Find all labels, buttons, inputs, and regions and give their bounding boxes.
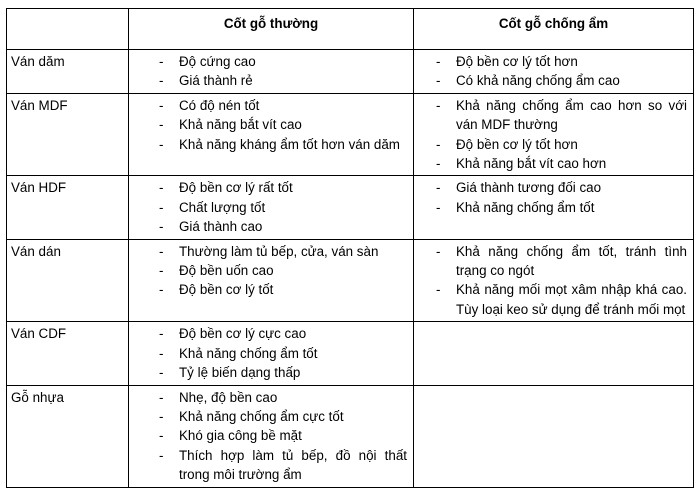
list-item-text: Khả năng chống ẩm tốt: [179, 345, 318, 361]
table-row: [7, 176, 694, 239]
row-label: Ván dăm: [7, 50, 129, 94]
list-item: [133, 344, 409, 363]
feature-list: [418, 96, 689, 174]
list-item: [418, 71, 689, 90]
list-item: [418, 96, 689, 135]
dash-bullet: -: [436, 180, 441, 196]
list-item-text: Giá thành tương đối cao: [456, 180, 602, 196]
feature-list: [133, 242, 409, 300]
list-item: [133, 261, 409, 280]
list-item-text: Độ bền cơ lý tốt hơn: [456, 54, 578, 69]
moisture-core-cell: [414, 322, 694, 385]
list-item-text: Tỷ lệ biến dạng thấp: [179, 365, 301, 381]
row-label: Ván CDF: [7, 322, 129, 385]
dash-bullet: -: [159, 282, 164, 298]
list-item: [133, 217, 409, 236]
list-item-text: Khả năng bắt vít cao: [179, 117, 302, 133]
feature-list: [133, 96, 409, 154]
list-item-text: Khả năng chống ẩm tốt: [456, 199, 595, 215]
dash-bullet: -: [159, 428, 164, 444]
list-item-text: Nhẹ, độ bền cao: [179, 389, 278, 405]
dash-bullet: -: [159, 365, 164, 381]
list-item: [133, 407, 409, 426]
feature-list: [418, 242, 689, 320]
dash-bullet: -: [436, 136, 441, 152]
moisture-core-cell: [414, 385, 694, 487]
list-item-text: Chất lượng tốt: [179, 199, 266, 215]
table-row: [7, 239, 694, 322]
list-item-text: Độ bền uốn cao: [179, 263, 274, 279]
list-item-text: Độ cứng cao: [179, 54, 256, 69]
list-item-text: Khả năng mối mọt xâm nhập khá cao. Tùy loại keo sử dụng để tránh mối mọt: [456, 282, 687, 317]
dash-bullet: -: [436, 243, 441, 259]
list-item: [418, 198, 689, 217]
moisture-core-cell: [414, 176, 694, 239]
list-item-text: Giá thành cao: [179, 219, 263, 235]
list-item: [418, 280, 689, 319]
list-item-text: Độ bền cơ lý tốt hơn: [456, 136, 578, 152]
feature-list: [418, 178, 689, 217]
dash-bullet: -: [159, 136, 164, 152]
dash-bullet: -: [436, 54, 441, 69]
row-label: Ván HDF: [7, 176, 129, 239]
list-item-text: Giá thành rẻ: [179, 73, 253, 89]
dash-bullet: -: [159, 243, 164, 259]
header-moisture-core: Cốt gỗ chống ẩm: [414, 9, 694, 50]
list-item: [133, 446, 409, 485]
dash-bullet: -: [159, 117, 164, 133]
feature-list: [133, 52, 409, 91]
dash-bullet: -: [159, 326, 164, 342]
list-item: [133, 71, 409, 90]
list-item-text: Độ bền cơ lý cực cao: [179, 326, 307, 342]
normal-core-cell: [129, 385, 414, 487]
list-item-text: Khả năng bắt vít cao hơn: [456, 156, 607, 172]
list-item: [418, 154, 689, 173]
list-item: [418, 242, 689, 281]
normal-core-cell: [129, 322, 414, 385]
normal-core-cell: [129, 50, 414, 94]
header-normal-core: Cốt gỗ thường: [129, 9, 414, 50]
header-empty-cell: [7, 9, 129, 50]
table-row: [7, 93, 694, 176]
dash-bullet: -: [159, 345, 164, 361]
list-item-text: Khả năng kháng ẩm tốt hơn ván dăm: [179, 136, 400, 152]
list-item-text: Có khả năng chống ẩm cao: [456, 73, 620, 89]
list-item: [418, 135, 689, 154]
dash-bullet: -: [436, 282, 441, 298]
normal-core-cell: [129, 93, 414, 176]
row-label: Ván dán: [7, 239, 129, 322]
list-item-text: Khả năng chống ẩm cao hơn so với ván MDF thường: [456, 97, 687, 133]
list-item-text: Thích hợp làm tủ bếp, đồ nội thất trong môi trường ẩm: [179, 447, 407, 483]
dash-bullet: -: [159, 199, 164, 215]
list-item-text: Khả năng chống ẩm cực tốt: [179, 408, 344, 424]
list-item-text: Có độ nén tốt: [179, 97, 260, 113]
table-row: [7, 50, 694, 94]
list-item: [133, 198, 409, 217]
dash-bullet: -: [436, 73, 441, 89]
list-item: [133, 280, 409, 299]
dash-bullet: -: [159, 408, 164, 424]
dash-bullet: -: [159, 389, 164, 405]
moisture-core-cell: [414, 93, 694, 176]
list-item: [133, 178, 409, 197]
header-row: [7, 9, 694, 50]
list-item-text: Khả năng chống ẩm tốt, tránh tình trạng co ngót: [456, 243, 687, 279]
moisture-core-cell: [414, 50, 694, 94]
list-item: [133, 96, 409, 115]
list-item-text: Thường làm tủ bếp, cửa, ván sàn: [179, 243, 379, 259]
dash-bullet: -: [159, 73, 164, 89]
list-item: [133, 135, 409, 154]
dash-bullet: -: [436, 199, 441, 215]
feature-list: [133, 324, 409, 382]
feature-list: [133, 388, 409, 485]
feature-list: [418, 52, 689, 91]
list-item: [133, 426, 409, 445]
list-item: [133, 324, 409, 343]
list-item: [418, 178, 689, 197]
normal-core-cell: [129, 176, 414, 239]
dash-bullet: -: [436, 156, 441, 172]
dash-bullet: -: [159, 219, 164, 235]
comparison-table: [6, 8, 694, 488]
dash-bullet: -: [436, 97, 441, 113]
dash-bullet: -: [159, 97, 164, 113]
moisture-core-cell: [414, 239, 694, 322]
table-row: [7, 322, 694, 385]
dash-bullet: -: [159, 54, 164, 69]
dash-bullet: -: [159, 263, 164, 279]
row-label: Ván MDF: [7, 93, 129, 176]
dash-bullet: -: [159, 447, 164, 463]
feature-list: [133, 178, 409, 236]
list-item: [418, 52, 689, 71]
dash-bullet: -: [159, 180, 164, 196]
list-item: [133, 52, 409, 71]
list-item-text: Độ bền cơ lý rất tốt: [179, 180, 293, 196]
row-label: Gỗ nhựa: [7, 385, 129, 487]
normal-core-cell: [129, 239, 414, 322]
list-item: [133, 363, 409, 382]
list-item: [133, 388, 409, 407]
list-item: [133, 115, 409, 134]
table-row: [7, 385, 694, 487]
list-item-text: Độ bền cơ lý tốt: [179, 282, 274, 298]
list-item-text: Khó gia công bề mặt: [179, 428, 302, 444]
list-item: [133, 242, 409, 261]
